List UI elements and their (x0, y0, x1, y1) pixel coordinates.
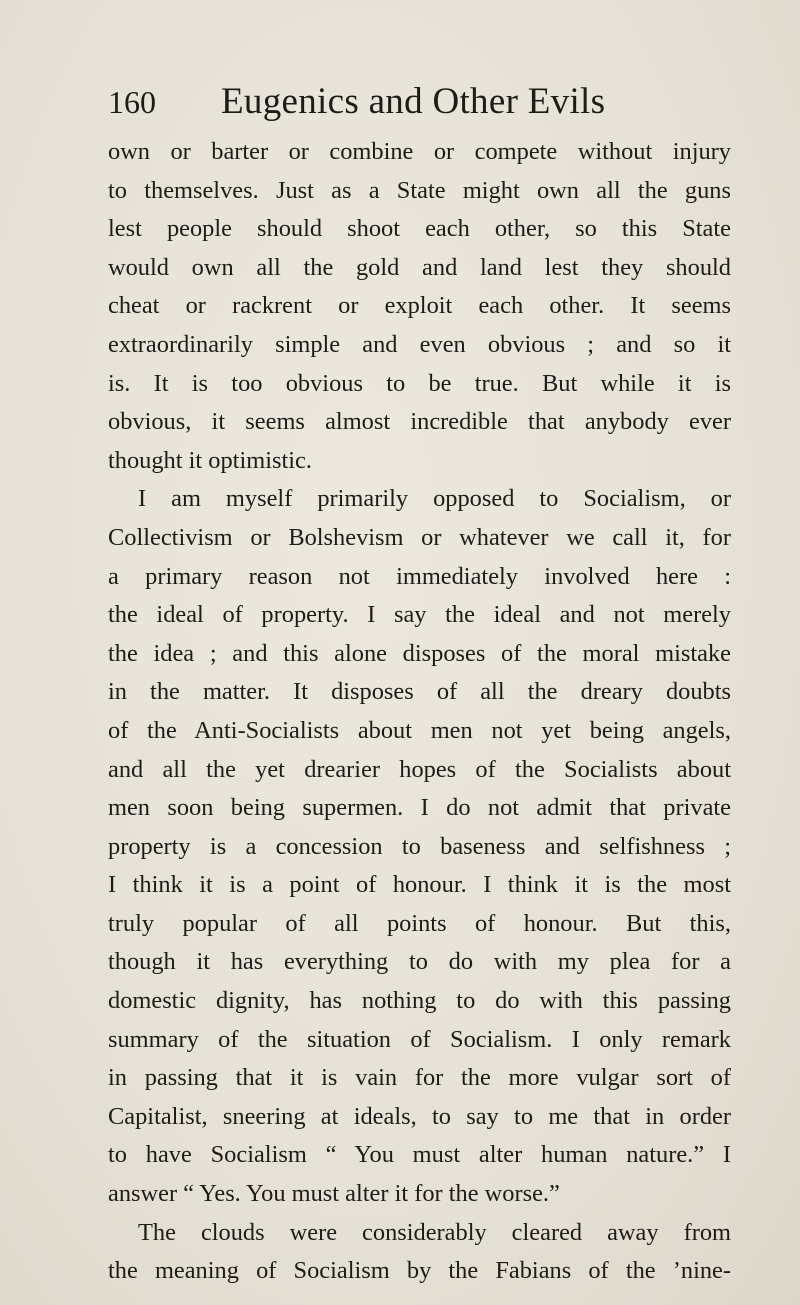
text-line: lest people should shoot each other, so this State (108, 215, 731, 243)
text-line: answer “ Yes. You must alter it for the worse.” (108, 1180, 560, 1208)
text-line: in the matter. It disposes of all the dreary doubts (108, 678, 731, 706)
text-line: truly popular of all points of honour. But this, (108, 909, 731, 937)
text-line: would own all the gold and land lest they should (108, 253, 731, 281)
text-line: obvious, it seems almost incredible that anybody ever (108, 408, 731, 436)
text-line: cheat or rackrent or exploit each other. It seems (108, 292, 731, 320)
text-line: domestic dignity, has nothing to do with this passing (108, 987, 731, 1015)
text-line: I think it is a point of honour. I think it is the most (108, 871, 731, 899)
text-line: men soon being supermen. I do not admit that private (108, 794, 731, 822)
text-line: the ideal of property. I say the ideal and not merely (108, 601, 731, 629)
text-line: the idea ; and this alone disposes of the moral mistake (108, 639, 731, 667)
text-line: a primary reason not immediately involved here : (108, 562, 731, 590)
text-line: property is a concession to baseness and selfishness ; (108, 832, 731, 860)
text-line: summary of the situation of Socialism. I only remark (108, 1025, 731, 1053)
text-line: Capitalist, sneering at ideals, to say to me that in order (108, 1102, 731, 1130)
text-line: extraordinarily simple and even obvious ; and so it (108, 330, 731, 358)
page-header (108, 78, 728, 126)
text-line: own or barter or combine or compete without injury (108, 138, 731, 165)
text-line: is. It is too obvious to be true. But while it is (108, 369, 731, 397)
text-line: Collectivism or Bolshevism or whatever we call it, for (108, 523, 731, 551)
text-line: though it has everything to do with my plea for a (108, 948, 731, 976)
body-text (108, 133, 731, 1291)
running-title: Eugenics and Other Evils (221, 81, 606, 122)
text-line: and all the yet drearier hopes of the Socialists about (108, 755, 731, 783)
text-line: to have Socialism “ You must alter human nature.” I (108, 1141, 731, 1169)
text-line: to themselves. Just as a State might own all the guns (108, 176, 731, 204)
text-line: The clouds were considerably cleared away from (138, 1218, 731, 1246)
text-line: of the Anti-Socialists about men not yet being angels, (108, 716, 731, 744)
text-line: I am myself primarily opposed to Socialism, or (138, 485, 731, 513)
text-line: in passing that it is vain for the more vulgar sort of (108, 1064, 731, 1092)
page-number: 160 (108, 84, 156, 120)
text-line: the meaning of Socialism by the Fabians of the ’nine- (108, 1257, 731, 1285)
text-line: thought it optimistic. (108, 446, 312, 474)
